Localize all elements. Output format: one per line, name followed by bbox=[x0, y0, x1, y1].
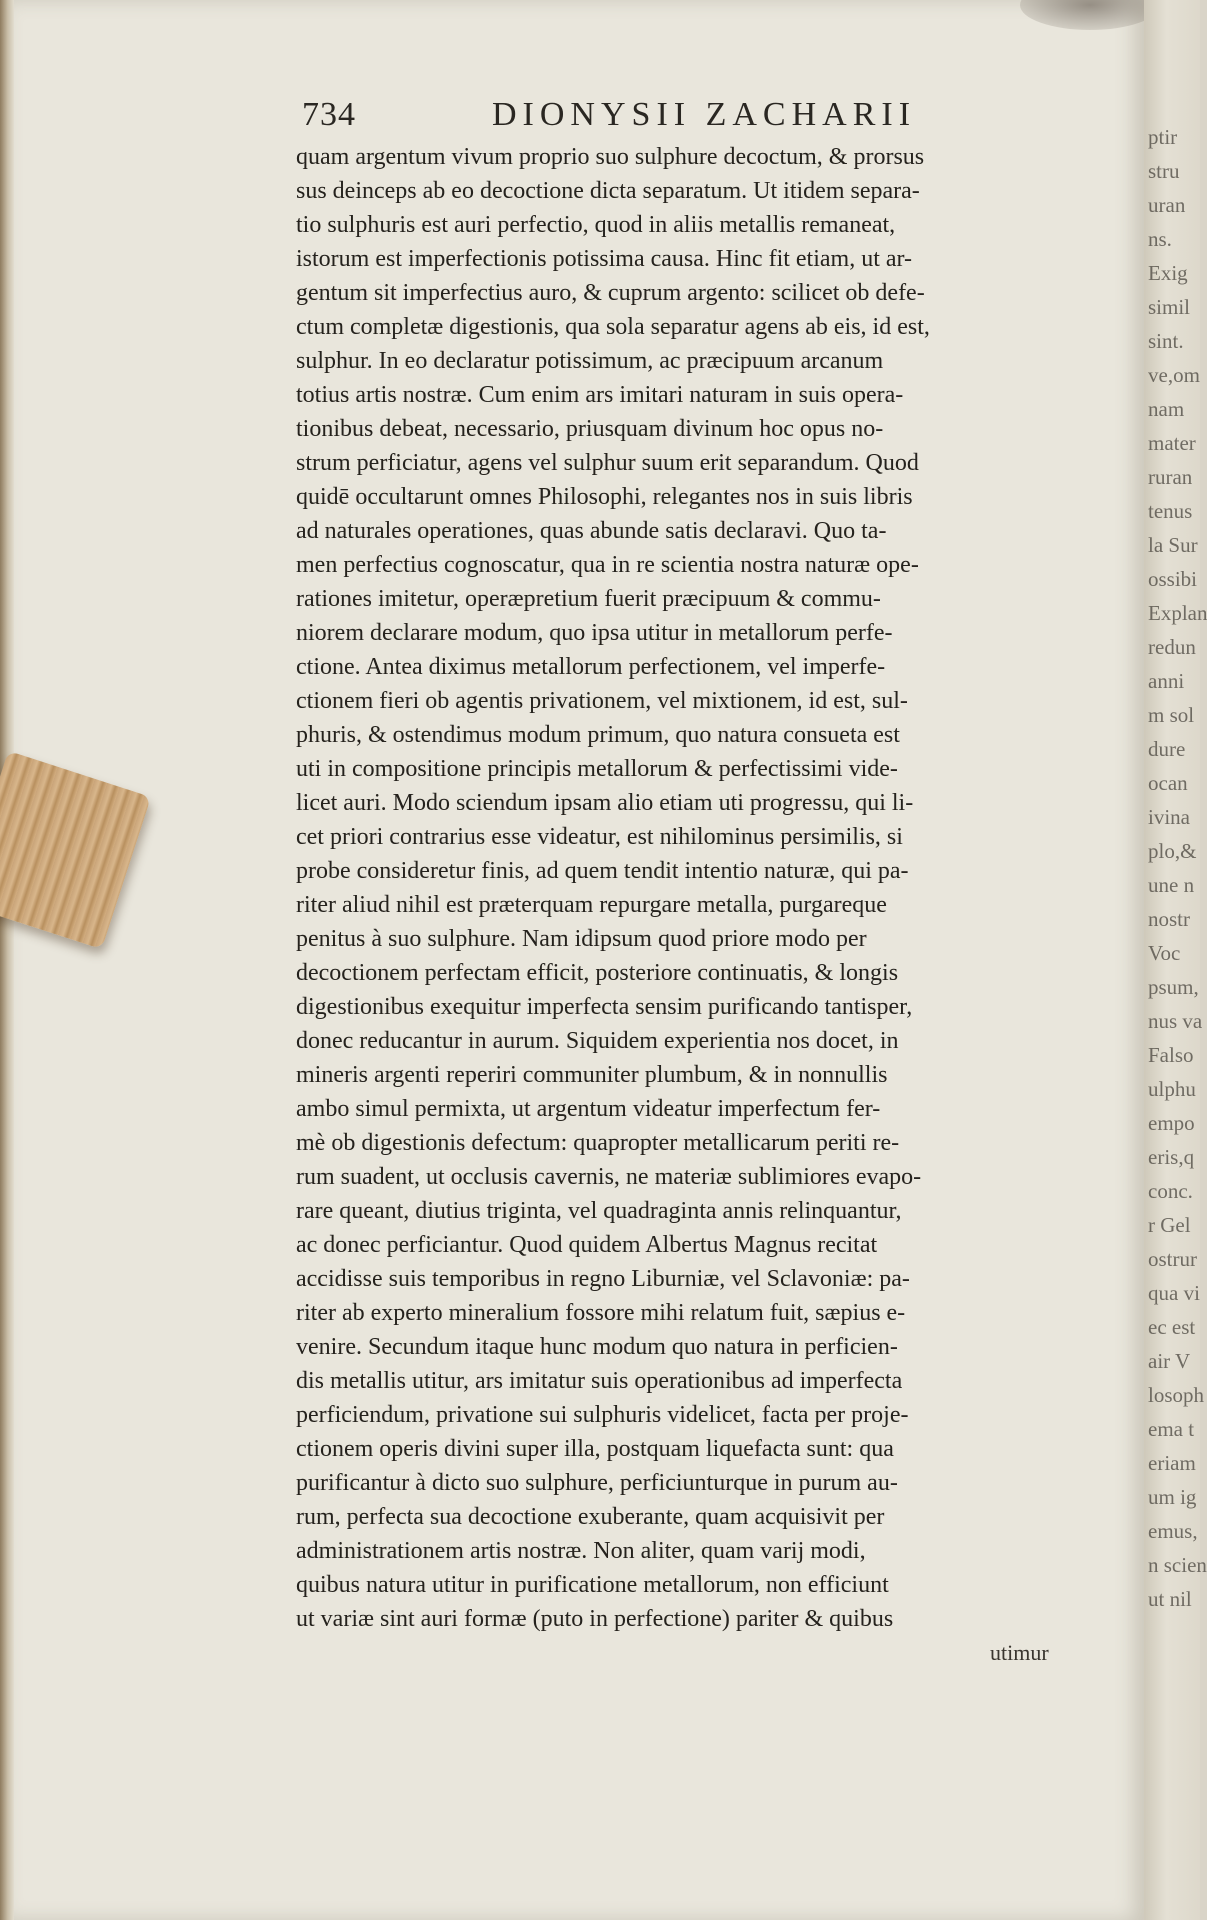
adjacent-page-fragment: um ig bbox=[1148, 1485, 1197, 1509]
text-line: totius artis nostræ. Cum enim ars imitari naturam in suis opera- bbox=[296, 382, 904, 408]
adjacent-page-fragment: plo,& bbox=[1148, 839, 1197, 863]
adjacent-page-fragment: nus va bbox=[1148, 1009, 1203, 1033]
text-line: men perfectius cognoscatur, qua in re scientia nostra naturæ ope- bbox=[296, 552, 919, 578]
adjacent-page-fragment: ostrur bbox=[1148, 1247, 1197, 1271]
adjacent-page-fragment: la Sur bbox=[1148, 533, 1198, 557]
text-line: gentum sit imperfectius auro, & cuprum argento: scilicet ob defe- bbox=[296, 280, 925, 306]
text-line: rum, perfecta sua decoctione exuberante, quam acquisivit per bbox=[296, 1504, 885, 1530]
adjacent-page-fragment: air V bbox=[1148, 1349, 1191, 1373]
page-number: 734 bbox=[302, 96, 356, 133]
adjacent-page-fragment: tenus bbox=[1148, 499, 1193, 523]
adjacent-page-fragment: redun bbox=[1148, 635, 1196, 659]
adjacent-page-fragment: r Gel bbox=[1148, 1213, 1191, 1237]
text-line: purificantur à dicto suo sulphure, perficiunturque in purum au- bbox=[296, 1470, 898, 1496]
adjacent-page-fragment: ossibi bbox=[1148, 567, 1198, 591]
adjacent-page-fragment: eris,q bbox=[1148, 1145, 1195, 1169]
adjacent-page-fragment: empo bbox=[1148, 1111, 1195, 1135]
text-line: ctum completæ digestionis, qua sola separatur agens ab eis, id est, bbox=[296, 314, 930, 340]
text-line: quibus natura utitur in purificatione metallorum, non efficiunt bbox=[296, 1572, 889, 1598]
text-line: dis metallis utitur, ars imitatur suis operationibus ad imperfecta bbox=[296, 1368, 903, 1394]
adjacent-page-fragment: nam bbox=[1148, 397, 1185, 421]
adjacent-page-fragment: ptir bbox=[1148, 125, 1178, 149]
text-line: rationes imitetur, operæpretium fuerit præcipuum & commu- bbox=[296, 586, 881, 612]
adjacent-page-edge bbox=[1144, 0, 1207, 1920]
text-line: quam argentum vivum proprio suo sulphure decoctum, & prorsus bbox=[296, 144, 925, 170]
text-line: uti in compositione principis metallorum & perfectissimi vide- bbox=[296, 756, 898, 782]
text-line: penitus à suo sulphure. Nam idipsum quod priore modo per bbox=[296, 926, 867, 952]
adjacent-page-fragment: mater bbox=[1148, 431, 1196, 455]
text-line: riter ab experto mineralium fossore mihi relatum fuit, sæpius e- bbox=[296, 1300, 906, 1326]
adjacent-page-fragment: Exig bbox=[1148, 261, 1188, 285]
adjacent-page-fragment: ut nil bbox=[1148, 1587, 1192, 1611]
adjacent-page-fragment: uran bbox=[1148, 193, 1186, 217]
adjacent-page-fragment: eriam bbox=[1148, 1451, 1196, 1475]
text-line: donec reducantur in aurum. Siquidem experientia nos docet, in bbox=[296, 1028, 899, 1054]
text-line: decoctionem perfectam efficit, posteriore continuatis, & longis bbox=[296, 960, 899, 986]
text-line: sus deinceps ab eo decoctione dicta separatum. Ut itidem separa- bbox=[296, 178, 920, 204]
adjacent-page-fragment: ulphu bbox=[1148, 1077, 1196, 1101]
adjacent-page-fragment: ec est bbox=[1148, 1315, 1196, 1339]
text-line: licet auri. Modo sciendum ipsam alio etiam uti progressu, qui li- bbox=[296, 790, 914, 816]
text-line: ctione. Antea diximus metallorum perfectionem, vel imperfe- bbox=[296, 654, 886, 680]
text-line: perficiendum, privatione sui sulphuris videlicet, facta per proje- bbox=[296, 1402, 909, 1428]
adjacent-page-fragment: ema t bbox=[1148, 1417, 1195, 1441]
text-line: tionibus debeat, necessario, priusquam divinum hoc opus no- bbox=[296, 416, 884, 442]
text-line: quidē occultarunt omnes Philosophi, relegantes nos in suis libris bbox=[296, 484, 913, 510]
adjacent-page-fragment: losoph bbox=[1148, 1383, 1205, 1407]
adjacent-page-fragment: emus, bbox=[1148, 1519, 1198, 1543]
running-head bbox=[302, 96, 1122, 140]
text-line: ambo simul permixta, ut argentum videatur imperfectum fer- bbox=[296, 1096, 881, 1122]
text-line: ctionem fieri ob agentis privationem, vel mixtionem, id est, sul- bbox=[296, 688, 908, 714]
text-line: istorum est imperfectionis potissima causa. Hinc fit etiam, ut ar- bbox=[296, 246, 913, 272]
text-line: tio sulphuris est auri perfectio, quod in aliis metallis remaneat, bbox=[296, 212, 896, 238]
adjacent-page-fragment: anni bbox=[1148, 669, 1185, 693]
adjacent-page-fragment: sint. bbox=[1148, 329, 1184, 353]
text-line: sulphur. In eo declaratur potissimum, ac præcipuum arcanum bbox=[296, 348, 884, 374]
adjacent-page-fragment: Explan bbox=[1148, 601, 1207, 625]
adjacent-page-fragment: dure bbox=[1148, 737, 1186, 761]
text-line: venire. Secundum itaque hunc modum quo natura in perficien- bbox=[296, 1334, 898, 1360]
text-line: digestionibus exequitur imperfecta sensim purificando tantisper, bbox=[296, 994, 913, 1020]
adjacent-page-fragment: simil bbox=[1148, 295, 1191, 319]
running-title: DIONYSII ZACHARII bbox=[492, 96, 917, 133]
body-text bbox=[296, 140, 1106, 1636]
adjacent-page-fragment: ivina bbox=[1148, 805, 1190, 829]
text-line: administrationem artis nostræ. Non aliter, quam varij modi, bbox=[296, 1538, 866, 1564]
adjacent-page-fragment: n scien bbox=[1148, 1553, 1207, 1577]
text-line: mè ob digestionis defectum: quapropter metallicarum periti re- bbox=[296, 1130, 900, 1156]
text-line: probe consideretur finis, ad quem tendit intentio naturæ, qui pa- bbox=[296, 858, 909, 884]
text-line: ac donec perficiantur. Quod quidem Albertus Magnus recitat bbox=[296, 1232, 878, 1258]
adjacent-page-fragment: ns. bbox=[1148, 227, 1172, 251]
adjacent-page-fragment: Voc bbox=[1148, 941, 1181, 965]
adjacent-page-fragment: conc. bbox=[1148, 1179, 1193, 1203]
book-binding-edge bbox=[0, 0, 14, 1920]
text-line: ut variæ sint auri formæ (puto in perfectione) pariter & quibus bbox=[296, 1606, 894, 1632]
text-line: riter aliud nihil est præterquam repurgare metalla, purgareque bbox=[296, 892, 887, 918]
adjacent-page-fragment: ruran bbox=[1148, 465, 1193, 489]
text-line: rare queant, diutius triginta, vel quadraginta annis relinquantur, bbox=[296, 1198, 902, 1224]
adjacent-page-fragment: ve,om bbox=[1148, 363, 1200, 387]
adjacent-page-fragment: Falso bbox=[1148, 1043, 1194, 1067]
text-line: phuris, & ostendimus modum primum, quo natura consueta est bbox=[296, 722, 900, 748]
text-line: strum perficiatur, agens vel sulphur suum erit separandum. Quod bbox=[296, 450, 919, 476]
text-line: ctionem operis divini super illa, postquam liquefacta sunt: qua bbox=[296, 1436, 894, 1462]
text-line: niorem declarare modum, quo ipsa utitur in metallorum perfe- bbox=[296, 620, 893, 646]
text-line: cet priori contrarius esse videatur, est nihilominus persimilis, si bbox=[296, 824, 903, 850]
adjacent-page-fragment: nostr bbox=[1148, 907, 1190, 931]
adjacent-page-fragment: stru bbox=[1148, 159, 1180, 183]
adjacent-page-fragment: m sol bbox=[1148, 703, 1195, 727]
catchword: utimur bbox=[990, 1640, 1049, 1665]
adjacent-page-fragment: ocan bbox=[1148, 771, 1188, 795]
text-line: rum suadent, ut occlusis cavernis, ne materiæ sublimiores evapo- bbox=[296, 1164, 922, 1190]
adjacent-page-fragment: qua vi bbox=[1148, 1281, 1200, 1305]
adjacent-page-fragment: une n bbox=[1148, 873, 1195, 897]
text-line: mineris argenti reperiri communiter plumbum, & in nonnullis bbox=[296, 1062, 888, 1088]
adjacent-page-fragment: psum, bbox=[1148, 975, 1199, 999]
text-line: ad naturales operationes, quas abunde satis declaravi. Quo ta- bbox=[296, 518, 887, 544]
text-line: accidisse suis temporibus in regno Liburniæ, vel Sclavoniæ: pa- bbox=[296, 1266, 910, 1292]
